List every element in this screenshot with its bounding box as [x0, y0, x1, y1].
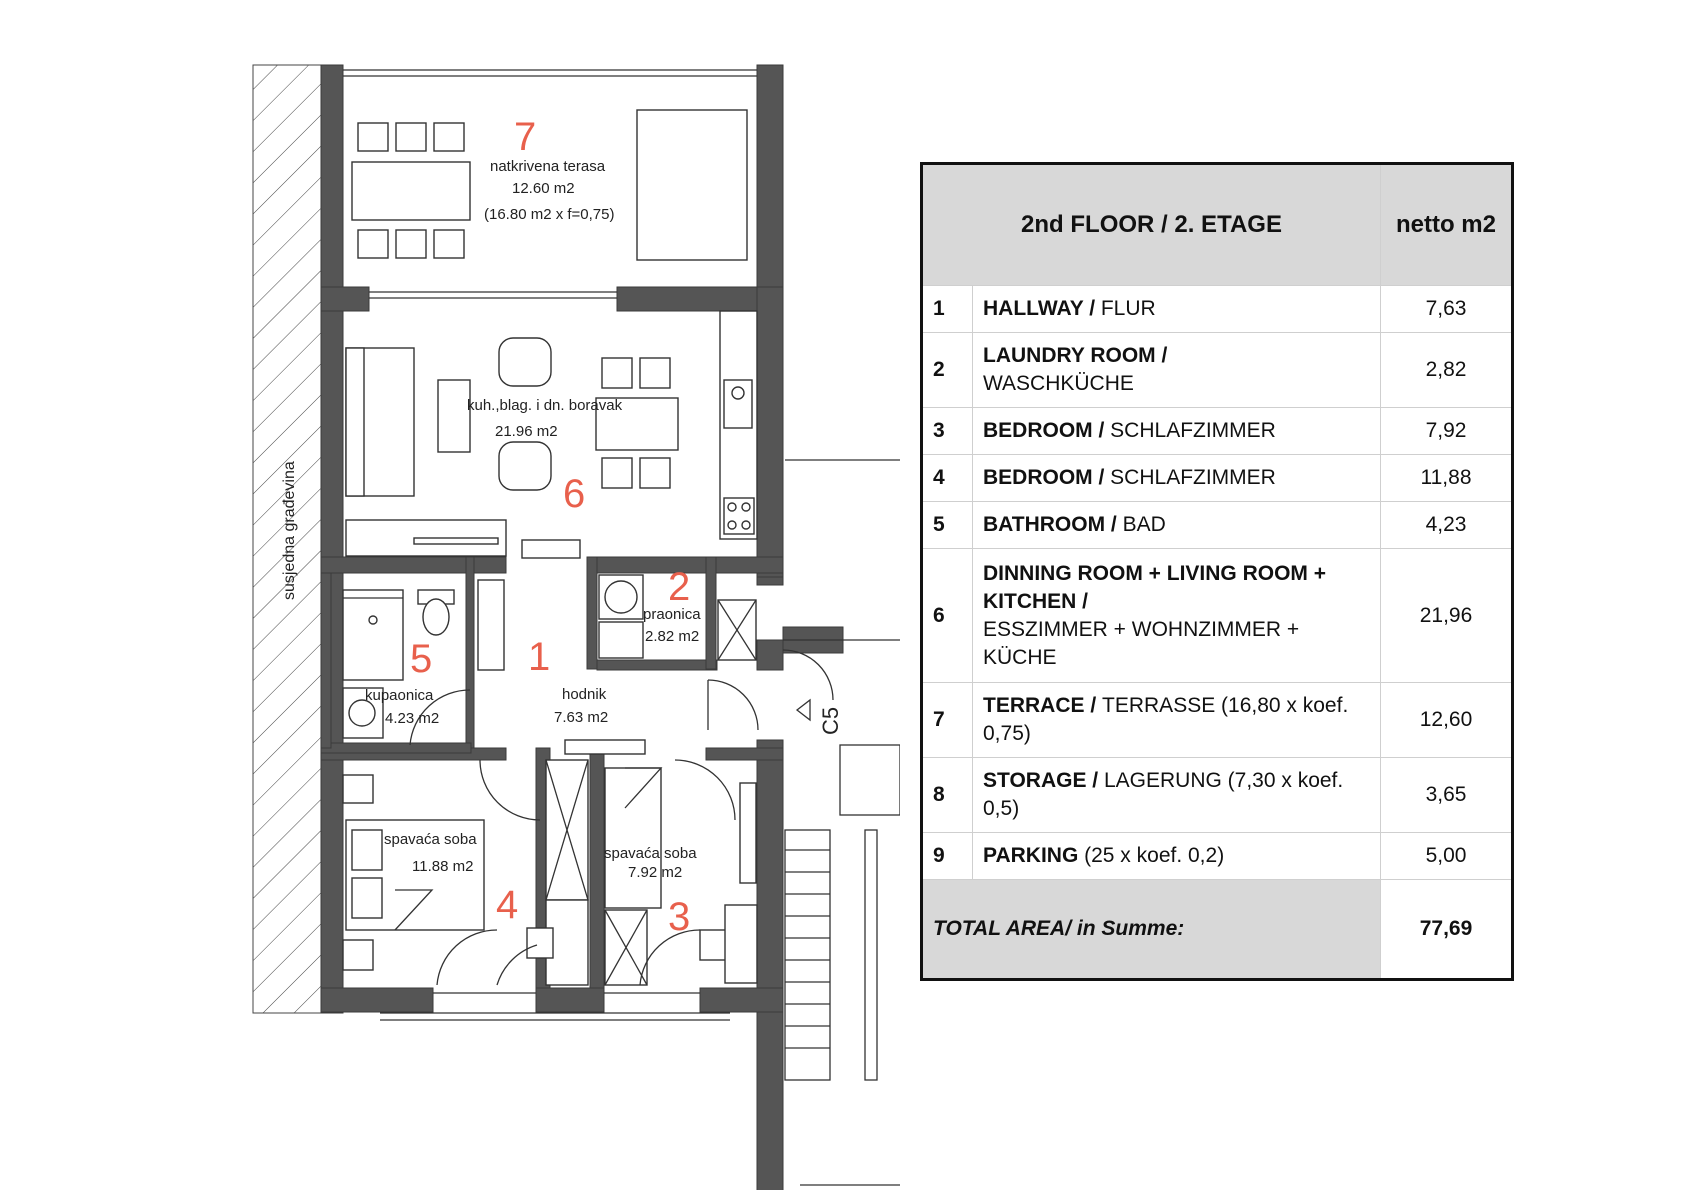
staircase: [785, 700, 900, 1080]
room-number-6: 6: [563, 472, 586, 516]
room-cell: [973, 286, 1381, 333]
room-name-en: TERRACE /: [983, 694, 1103, 717]
room-name-de: (25 x koef. 0,2): [1084, 844, 1225, 867]
table-row: [922, 333, 1513, 408]
table-row: [922, 408, 1513, 455]
room-number-3: 3: [668, 895, 691, 939]
room-area-6: 21.96 m2: [495, 423, 558, 440]
row-number: 5: [922, 502, 973, 549]
table-row: [922, 833, 1513, 880]
area-value: 2,82: [1381, 333, 1513, 408]
room-name-en: PARKING: [983, 844, 1085, 867]
area-table: [920, 162, 1514, 981]
area-value: 7,63: [1381, 286, 1513, 333]
room-area-1: 7.63 m2: [554, 709, 609, 726]
room-name-de: SCHLAFZIMMER: [1110, 466, 1276, 489]
table-row: [922, 549, 1513, 683]
room-name-2: praonica: [643, 606, 701, 623]
row-number: 7: [922, 683, 973, 758]
room-cell: [973, 758, 1381, 833]
room-cell: [973, 333, 1381, 408]
row-number: 8: [922, 758, 973, 833]
room-name-de: FLUR: [1100, 297, 1156, 320]
row-number: 3: [922, 408, 973, 455]
table-row: [922, 286, 1513, 333]
room-name-en: STORAGE /: [983, 769, 1104, 792]
table-row: [922, 455, 1513, 502]
row-number: 9: [922, 833, 973, 880]
room-area-3: 7.92 m2: [628, 864, 683, 881]
total-row: [922, 880, 1513, 980]
room-area-7: 12.60 m2: [512, 180, 575, 197]
room-cell: [973, 408, 1381, 455]
room-name-5: kupaonica: [365, 687, 434, 704]
table-unit-header: netto m2: [1381, 164, 1513, 286]
row-number: 6: [922, 549, 973, 683]
room-area-4: 11.88 m2: [412, 858, 474, 875]
room-name-en: DINNING ROOM + LIVING ROOM + KITCHEN /: [983, 561, 1327, 613]
room-name-3: spavaća soba: [604, 845, 697, 862]
room-number-7: 7: [514, 115, 537, 159]
room-number-4: 4: [496, 883, 519, 927]
room-name-en: LAUNDRY ROOM /: [983, 344, 1168, 367]
table-row: [922, 502, 1513, 549]
room-number-2: 2: [668, 565, 691, 609]
room-name-en: BEDROOM /: [983, 419, 1111, 442]
area-value: 5,00: [1381, 833, 1513, 880]
room-name-de: WASCHKÜCHE: [983, 372, 1134, 395]
area-value: 11,88: [1381, 455, 1513, 502]
room-name-de: BAD: [1122, 513, 1166, 536]
room-name-4: spavaća soba: [384, 831, 477, 848]
room-number-5: 5: [410, 637, 433, 681]
room-name-en: BATHROOM /: [983, 513, 1123, 536]
area-value: 3,65: [1381, 758, 1513, 833]
room-number-1: 1: [528, 635, 551, 679]
room-cell: [973, 833, 1381, 880]
table-row: [922, 683, 1513, 758]
bedroom-4-furniture: [343, 775, 553, 985]
room-cell: [973, 455, 1381, 502]
room-name-6: kuh.,blag. i dn. boravak: [467, 397, 623, 414]
room-area-2: 2.82 m2: [645, 628, 700, 645]
room-name-de: SCHLAFZIMMER: [1110, 419, 1276, 442]
room-name-1: hodnik: [562, 686, 607, 703]
row-number: 4: [922, 455, 973, 502]
room-cell: [973, 549, 1381, 683]
room-extra-7: (16.80 m2 x f=0,75): [484, 206, 615, 223]
room-name-en: BEDROOM /: [983, 466, 1111, 489]
table-header-row: [922, 164, 1513, 286]
room-name-de: TERRASSE (16,80 x koef. 0,75): [983, 694, 1349, 745]
neighbour-label: susjedna građevina: [281, 461, 298, 600]
area-value: 21,96: [1381, 549, 1513, 683]
room-area-5: 4.23 m2: [385, 710, 440, 727]
table-row: [922, 758, 1513, 833]
room-cell: [973, 683, 1381, 758]
total-label: TOTAL AREA/ in Summe:: [922, 880, 1381, 980]
total-value: 77,69: [1381, 880, 1513, 980]
room-name-de: LAGERUNG (7,30 x koef. 0,5): [983, 769, 1344, 820]
row-number: 1: [922, 286, 973, 333]
table-title: 2nd FLOOR / 2. ETAGE: [922, 164, 1381, 286]
room-name-de: ESSZIMMER + WOHNZIMMER + KÜCHE: [983, 617, 1300, 669]
row-number: 2: [922, 333, 973, 408]
area-value: 4,23: [1381, 502, 1513, 549]
room-name-7: natkrivena terasa: [490, 158, 606, 175]
area-value: 7,92: [1381, 408, 1513, 455]
stair-label: C5: [818, 706, 843, 735]
area-value: 12,60: [1381, 683, 1513, 758]
room-name-en: HALLWAY /: [983, 297, 1101, 320]
room-cell: [973, 502, 1381, 549]
